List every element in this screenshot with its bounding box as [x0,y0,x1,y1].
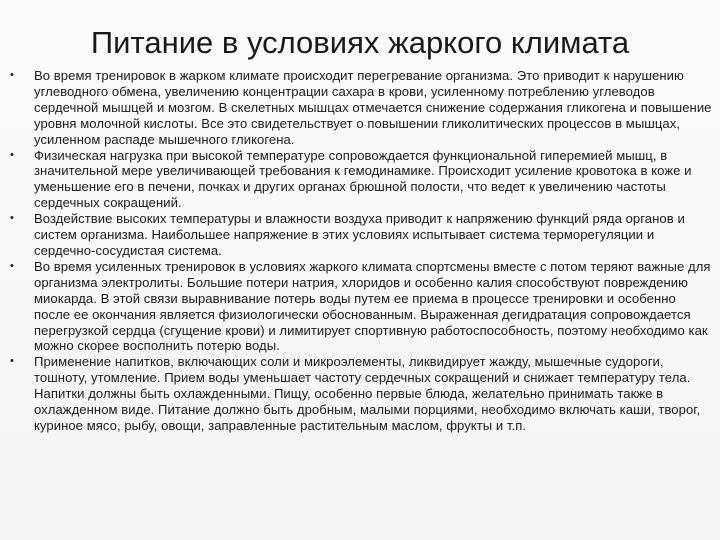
bullet-item [10,68,715,148]
bullet-icon: • [10,69,14,81]
bullet-icon: • [10,259,14,272]
slide-title: Питание в условиях жаркого климата [90,25,630,60]
bullet-list [10,68,715,434]
bullet-item [10,211,715,259]
bullet-item-text: Применение напитков, включающих соли и микроэлементы, ликвидирует жажду, мышечные судороги, тошноту, утомление. Прием воды уменьшает частоту сердечных сокращений и снижает температуру тела. Напитки должны быть охлажденными. Пищу, особенно первые блюда, желательно принимать также в охлажденном виде. Питание должно быть дробным, малыми порциями, необходимо включать каши, творог, куриное мясо, рыбу, овощи, заправленные растительным маслом, фрукты и т.п. [34,354,701,433]
bullet-item [10,259,715,354]
bullet-item [10,148,715,212]
bullet-icon: • [10,212,14,225]
bullet-item-text: Физическая нагрузка при высокой температуре сопровождается функциональной гиперемией мышц, в значительной мере увеличивающей требования к гемодинамике. Происходит усиление кровотока в коже и уменьшение его в печени, почках и других органах брюшной полости, что ведет к увеличению частоты сердечных сокращений. [34,147,692,211]
bullet-item-text: Во время тренировок в жарком климате происходит перегревание организма. Это приводит к нарушению углеводного обмена, увеличению концентрации сахара в крови, усиленному потреблению углеводов сердечной мышцей и мозгом. В скелетных мышцах отмечается снижение содержания гликогена и повышение уровня молочной кислоты. Все это свидетельствует о повышении гликолитических процессов в мышцах, усиленном распаде мышечного гликогена. [34,68,712,147]
bullet-icon: • [10,355,14,368]
bullet-item-text: Во время усиленных тренировок в условиях жаркого климата спортсмены вместе с потом теряют важные для организма электролиты. Большие потери натрия, хлоридов и особенно калия способствуют повреждению миокарда. В этой связи выравнивание потерь воды путем ее приема в процессе тренировки и особенно после ее окончания является физиологически обоснованным. Выраженная дегидратация сопровождается перегрузкой сердца (сгущение крови) и лимитирует спортивную работоспособность, поэтому необходимо как можно скорее восполнить потерю воды. [34,258,711,354]
bullet-icon: • [10,148,14,161]
bullet-item-text: Воздействие высоких температуры и влажности воздуха приводит к напряжению функций ряда органов и систем организма. Наибольшее напряжение в этих условиях испытывает система терморегуляции и сердечно-сосудистая система. [34,211,685,258]
bullet-item [10,354,715,434]
